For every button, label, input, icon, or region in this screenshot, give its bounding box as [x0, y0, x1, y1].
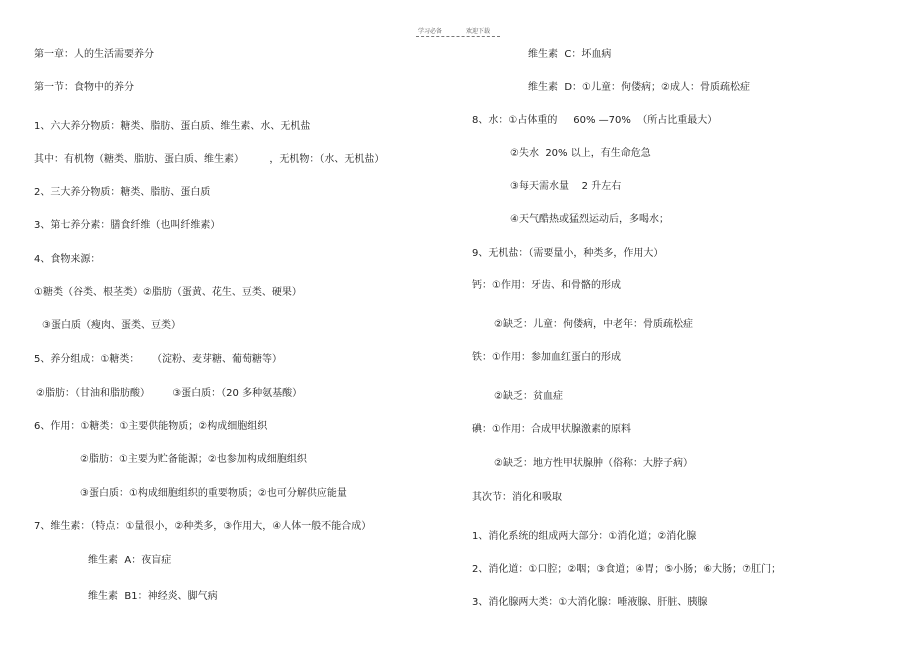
text-line: ②脂肪：（甘油和脂肪酸） ③蛋白质：（20 多种氨基酸） — [36, 388, 303, 399]
text-line: 5、养分组成：①糖类： （淀粉、麦芽糖、葡萄糖等） — [34, 354, 283, 365]
header-divider — [416, 36, 500, 37]
text-line: ②失水 20% 以上，有生命危急 — [510, 148, 651, 159]
text-line: ②脂肪：①主要为贮备能源；②也参加构成细胞组织 — [80, 454, 307, 465]
text-line: 7、维生素：（特点：①量很小，②种类多，③作用大，④人体一般不能合成） — [34, 521, 372, 532]
text-line: 铁：①作用：参加血红蛋白的形成 — [472, 352, 621, 363]
page-header — [418, 26, 490, 35]
text-line: 9、无机盐：（需要量小，种类多，作用大） — [472, 248, 664, 259]
text-line: 4、食物来源： — [34, 254, 101, 265]
header-left-text: 学习必备 — [418, 28, 443, 35]
text-line: ②缺乏：贫血症 — [494, 391, 563, 402]
text-line: 维生素 C：坏血病 — [528, 49, 612, 60]
text-line: 2、三大养分物质：糖类、脂肪、蛋白质 — [34, 187, 211, 198]
text-line: 8、水：①占体重的 60% —70% （所占比重最大） — [472, 115, 718, 126]
header-right-text: 欢迎下载 — [466, 28, 491, 35]
text-line: ①糖类（谷类、根茎类）②脂肪（蛋黄、花生、豆类、硬果） — [34, 287, 302, 298]
text-line: ④天气酷热或猛烈运动后，多喝水； — [510, 214, 669, 225]
text-line: 3、消化腺两大类：①大消化腺：唾液腺、肝脏、胰腺 — [472, 597, 708, 608]
text-line: 维生素 A：夜盲症 — [88, 555, 172, 566]
text-line: ②缺乏：儿童：佝偻病，中老年：骨质疏松症 — [494, 319, 693, 330]
text-line: 2、消化道：①口腔；②咽；③食道；④胃；⑤小肠；⑥大肠；⑦肛门； — [472, 564, 782, 575]
text-line: ②缺乏：地方性甲状腺肿（俗称：大脖子病） — [494, 458, 693, 469]
text-line: 1、六大养分物质：糖类、脂肪、蛋白质、维生素、水、无机盐 — [34, 121, 311, 132]
text-line: 6、作用：①糖类：①主要供能物质；②构成细胞组织 — [34, 421, 268, 432]
text-line: 钙：①作用：牙齿、和骨骼的形成 — [472, 280, 621, 291]
section-title: 其次节：消化和吸取 — [472, 492, 562, 503]
text-line: ③每天需水量 2 升左右 — [510, 181, 622, 192]
text-line: ③蛋白质（瘦肉、蛋类、豆类） — [42, 320, 181, 331]
text-line: 其中：有机物（糖类、脂肪、蛋白质、维生素） ，无机物：（水、无机盐） — [34, 154, 385, 165]
text-line: 维生素 D：①儿童：佝偻病；②成人：骨质疏松症 — [528, 82, 750, 93]
section-title: 第一节：食物中的养分 — [34, 82, 134, 93]
text-line: 碘：①作用：合成甲状腺激素的原料 — [472, 424, 631, 435]
text-line: 3、第七养分素：膳食纤维（也叫纤维素） — [34, 220, 221, 231]
chapter-title: 第一章：人的生活需要养分 — [34, 49, 154, 60]
text-line: 1、消化系统的组成两大部分：①消化道；②消化腺 — [472, 531, 697, 542]
text-line: ③蛋白质：①构成细胞组织的重要物质；②也可分解供应能量 — [80, 488, 347, 499]
text-line: 维生素 B1：神经炎、脚气病 — [88, 591, 218, 602]
